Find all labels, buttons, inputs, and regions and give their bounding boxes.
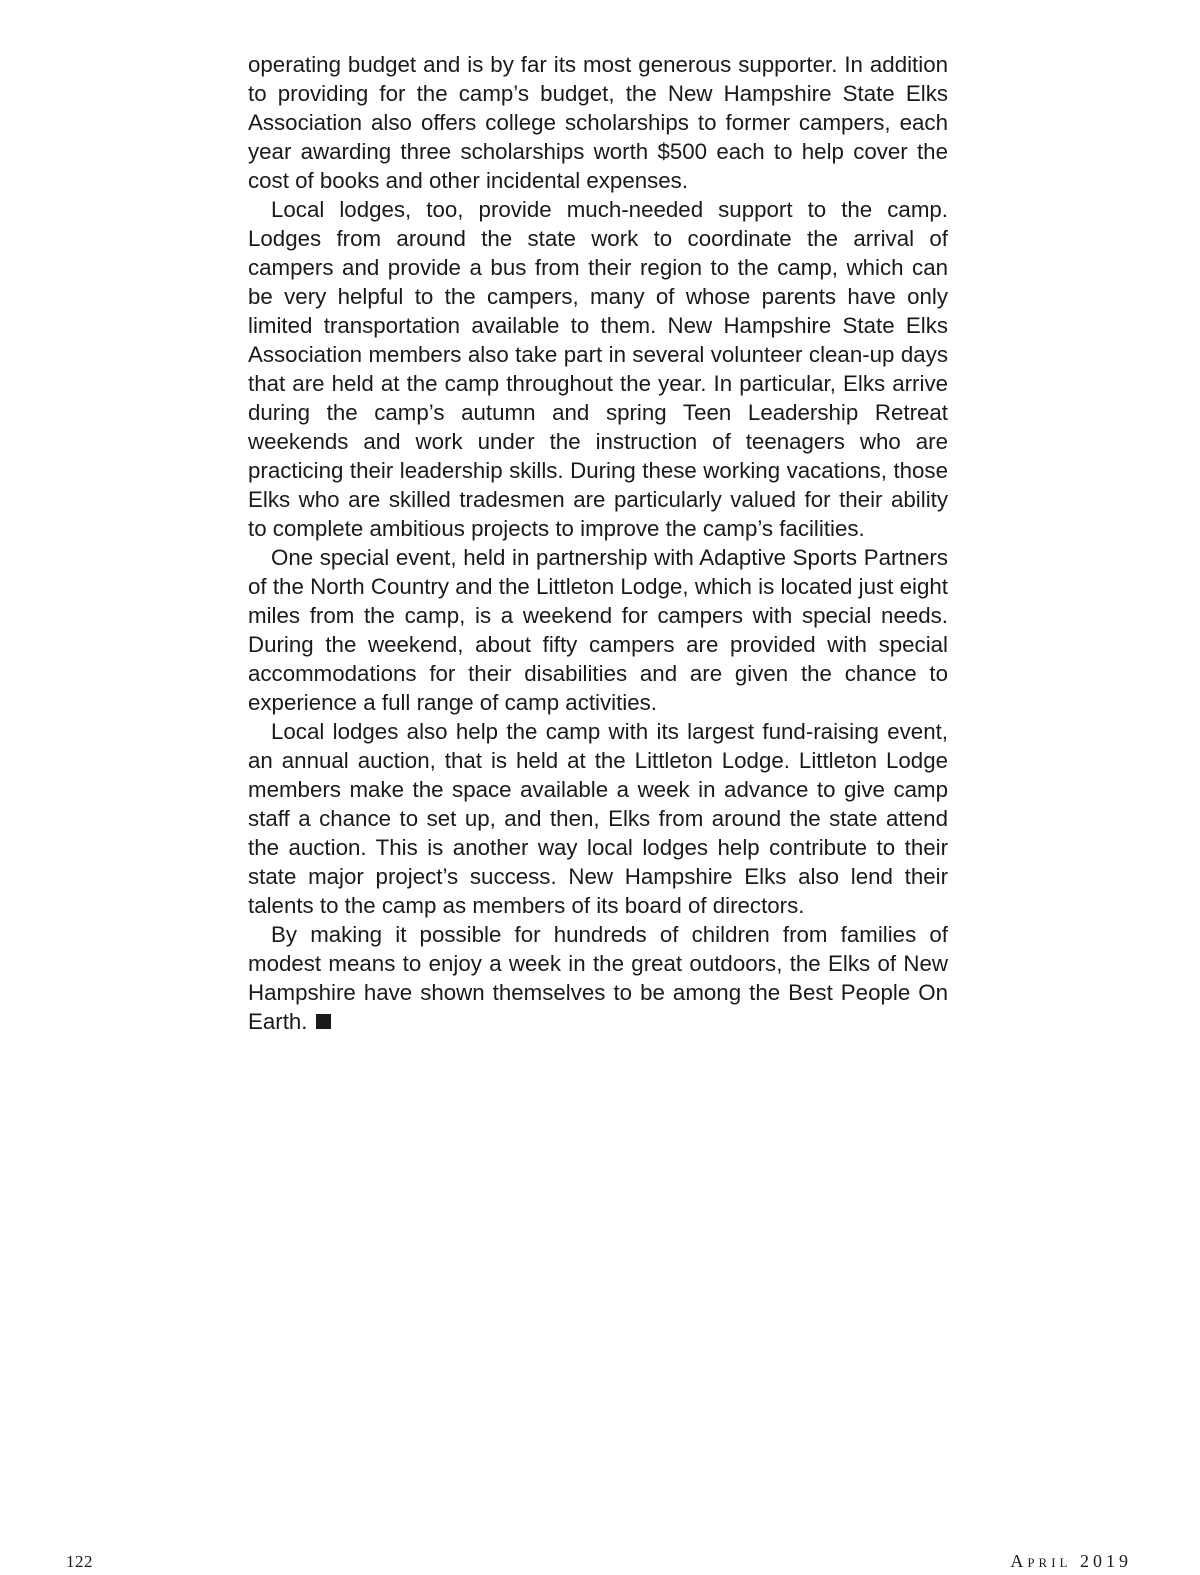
issue-date: April 2019 (1010, 1551, 1132, 1571)
black-square-icon (316, 1014, 331, 1029)
article-paragraph-3: One special event, held in partnership with Adaptive Sports Partners of the North Country and the Littleton Lodge, which is located just eight miles from the camp, is a weekend for campers with special needs. During the weekend, about fifty campers are provided with special accommodations for their disabilities and are given the chance to experience a full range of camp activities. (248, 545, 948, 715)
article-paragraph-2: Local lodges, too, provide much-needed support to the camp. Lodges from around the state work to coordinate the arrival of campers and provide a bus from their region to the camp, which can be very helpful to the campers, many of whose parents have only limited transportation available to them. New Hampshire State Elks Association members also take part in several volunteer clean-up days that are held at the camp throughout the year. In particular, Elks arrive during the camp’s autumn and spring Teen Leadership Retreat weekends and work under the instruction of teenagers who are practicing their leadership skills. During these working vacations, those Elks who are skilled tradesmen are particularly valued for their ability to complete ambitious projects to improve the camp’s facilities. (248, 197, 948, 541)
article-paragraph-5-text: By making it possible for hundreds of children from families of modest means to enjoy a week in the great outdoors, the Elks of New Hampshire have shown themselves to be among the Best People On Earth. (248, 922, 948, 1034)
page-number: 122 (66, 1552, 93, 1571)
article-body (248, 50, 948, 1036)
article-paragraph-4: Local lodges also help the camp with its largest fund-raising event, an annual auction, that is held at the Littleton Lodge. Littleton Lodge members make the space available a week in advance to give camp staff a chance to set up, and then, Elks from around the state attend the auction. This is another way local lodges help contribute to their state major project’s success. New Hampshire Elks also lend their talents to the camp as members of its board of directors. (248, 719, 948, 918)
article-paragraph-5 (248, 920, 948, 1036)
article-paragraph-1: operating budget and is by far its most generous supporter. In addition to providing for the camp’s budget, the New Hampshire State Elks Association also offers college scholarships to former campers, each year awarding three scholarships worth $500 each to help cover the cost of books and other incidental expenses. (248, 52, 948, 193)
